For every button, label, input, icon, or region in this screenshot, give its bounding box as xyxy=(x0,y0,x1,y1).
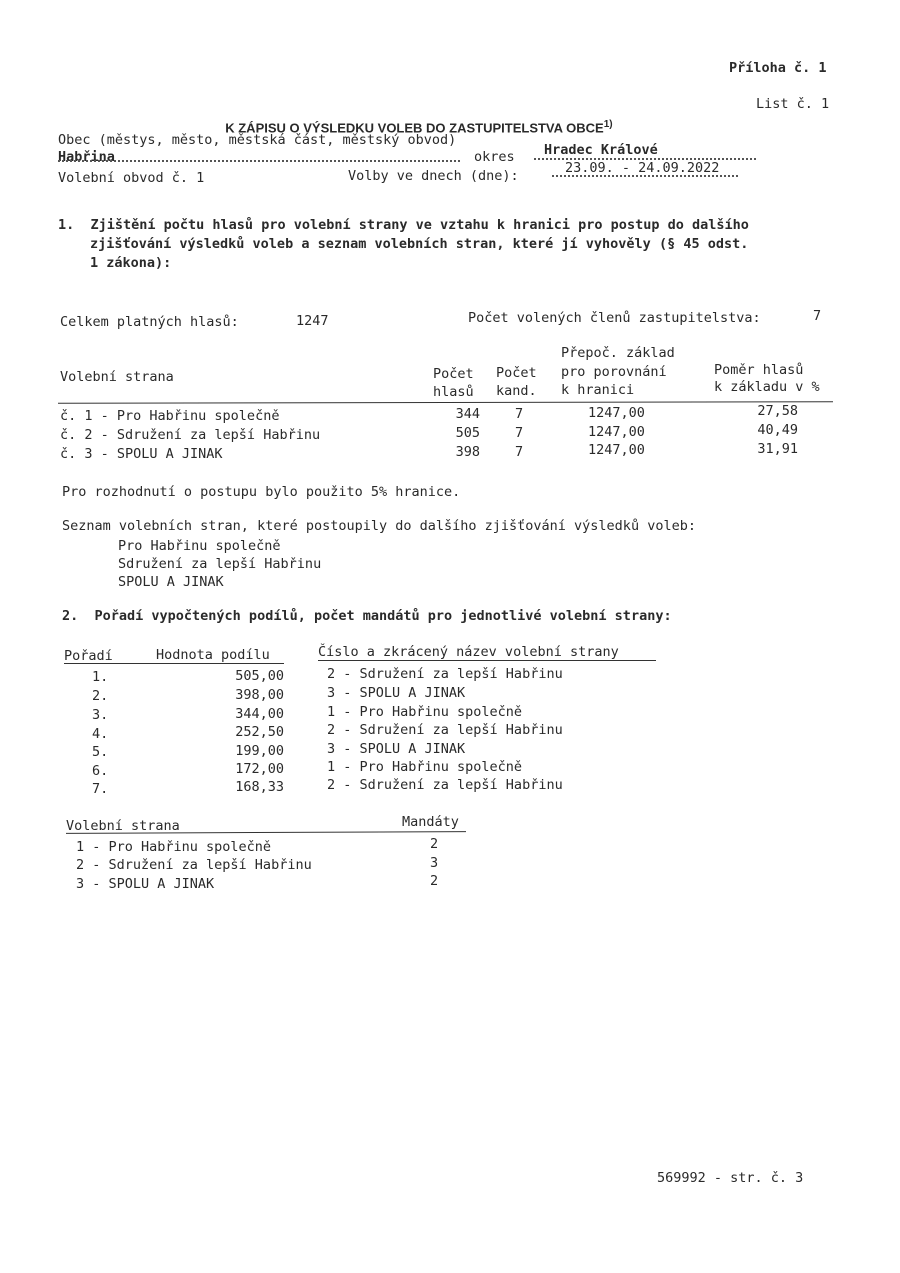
table2-row-party: 2 - Sdružení za lepší Habřinu xyxy=(327,666,563,682)
title-footnote: 1) xyxy=(603,119,613,130)
sheet-number: List č. 1 xyxy=(756,96,830,112)
municipality-dotted-line xyxy=(58,160,460,162)
mandates-row-party: 2 - Sdružení za lepší Habřinu xyxy=(76,857,312,873)
mandates-col-party: Volební strana xyxy=(66,818,180,834)
municipality-name: Habřina xyxy=(58,149,115,165)
district-label: okres xyxy=(474,149,515,165)
table1-row-ratio: 40,49 xyxy=(757,422,798,438)
attachment-label: Příloha č. 1 xyxy=(729,60,827,76)
mandates-row-count: 2 xyxy=(430,836,439,852)
table1-row-ratio: 31,91 xyxy=(757,441,798,457)
section1-heading-line1: 1. Zjištění počtu hlasů pro volební strany ve vztahu k hranici pro postup do dalšího xyxy=(58,217,749,233)
members-label: Počet volených členů zastupitelstva: xyxy=(468,310,761,326)
table2-row-order: 3. xyxy=(92,707,109,723)
table2-row-party: 2 - Sdružení za lepší Habřinu xyxy=(327,722,563,738)
election-dates: 23.09. - 24.09.2022 xyxy=(565,160,720,176)
electoral-district-label: Volební obvod č. 1 xyxy=(58,170,205,186)
table2-col-value: Hodnota podílu xyxy=(156,647,270,663)
table2-row-order: 7. xyxy=(92,781,109,797)
table2-row-party: 3 - SPOLU A JINAK xyxy=(327,685,466,701)
municipality-label: Obec (městys, město, městská část, městský obvod) xyxy=(58,132,457,148)
table2-row-order: 1. xyxy=(92,669,109,685)
advanced-parties-label: Seznam volebních stran, které postoupily do dalšího zjišťování výsledků voleb: xyxy=(62,518,696,534)
section1-heading-line2: zjišťování výsledků voleb a seznam volebních stran, které jí vyhověly (§ 45 odst. xyxy=(90,236,749,252)
members-value: 7 xyxy=(813,308,822,324)
section1-heading-line3: 1 zákona): xyxy=(90,255,172,271)
table1-row-cand: 7 xyxy=(515,444,524,460)
table2-row-value: 344,00 xyxy=(235,706,284,722)
table1-row-party: č. 3 - SPOLU A JINAK xyxy=(60,446,223,462)
table1-row-cand: 7 xyxy=(515,425,524,441)
advanced-party: SPOLU A JINAK xyxy=(118,574,224,590)
advanced-party: Pro Habřinu společně xyxy=(118,538,281,554)
table2-row-value: 199,00 xyxy=(235,743,284,759)
table1-col-party: Volební strana xyxy=(60,369,174,385)
table2-row-party: 1 - Pro Habřinu společně xyxy=(327,704,523,720)
table2-row-value: 398,00 xyxy=(235,687,284,703)
table1-col-cand-2: kand. xyxy=(496,383,537,399)
table2-row-party: 2 - Sdružení za lepší Habřinu xyxy=(327,777,563,793)
valid-votes-label: Celkem platných hlasů: xyxy=(60,314,239,330)
table1-col-base-3: k hranici xyxy=(561,382,635,398)
table1-col-cand-1: Počet xyxy=(496,365,537,381)
table1-col-base-1: Přepoč. základ xyxy=(561,345,675,361)
table2-row-value: 252,50 xyxy=(235,724,284,740)
table1-row-party: č. 2 - Sdružení za lepší Habřinu xyxy=(60,427,321,443)
table1-row-base: 1247,00 xyxy=(588,405,645,421)
table2-row-order: 4. xyxy=(92,726,109,742)
table2-header-rule-left xyxy=(64,663,284,664)
mandates-col-count: Mandáty xyxy=(402,814,459,830)
document-title xyxy=(218,99,613,136)
district-name: Hradec Králové xyxy=(544,142,658,158)
table1-col-votes-2: hlasů xyxy=(433,384,474,400)
table1-col-votes-1: Počet xyxy=(433,366,474,382)
mandates-row-party: 1 - Pro Habřinu společně xyxy=(76,839,272,855)
table2-row-party: 1 - Pro Habřinu společně xyxy=(327,759,523,775)
table2-row-value: 505,00 xyxy=(235,668,284,684)
page-footer: 569992 - str. č. 3 xyxy=(657,1170,804,1186)
table1-row-votes: 505 xyxy=(455,425,480,441)
table2-row-value: 172,00 xyxy=(235,761,284,777)
table1-col-ratio-1: Poměr hlasů xyxy=(714,362,804,378)
mandates-row-party: 3 - SPOLU A JINAK xyxy=(76,876,215,892)
mandates-row-count: 2 xyxy=(430,873,439,889)
table1-header-rule xyxy=(58,401,833,404)
table1-row-ratio: 27,58 xyxy=(757,403,798,419)
table2-row-party: 3 - SPOLU A JINAK xyxy=(327,741,466,757)
dates-dotted-line xyxy=(552,175,738,177)
threshold-text: Pro rozhodnutí o postupu bylo použito 5% hranice. xyxy=(62,484,461,500)
table2-row-order: 6. xyxy=(92,763,109,779)
table2-row-value: 168,33 xyxy=(235,779,284,795)
advanced-party: Sdružení za lepší Habřinu xyxy=(118,556,322,572)
document-title-text: K ZÁPISU O VÝSLEDKU VOLEB DO ZASTUPITELSTVA OBCE xyxy=(225,120,604,136)
table1-row-votes: 344 xyxy=(455,406,480,422)
table1-row-cand: 7 xyxy=(515,406,524,422)
table1-col-ratio-2: k základu v % xyxy=(714,379,820,395)
table1-row-base: 1247,00 xyxy=(588,442,645,458)
section2-heading: 2. Pořadí vypočtených podílů, počet mandátů pro jednotlivé volební strany: xyxy=(62,608,672,624)
table1-row-votes: 398 xyxy=(455,444,480,460)
table2-row-order: 5. xyxy=(92,744,109,760)
table2-header-rule-right xyxy=(318,660,656,661)
table1-row-base: 1247,00 xyxy=(588,424,645,440)
mandates-row-count: 3 xyxy=(430,855,439,871)
table2-row-order: 2. xyxy=(92,688,109,704)
table1-row-party: č. 1 - Pro Habřinu společně xyxy=(60,408,280,424)
election-dates-label: Volby ve dnech (dne): xyxy=(348,168,519,184)
table1-col-base-2: pro porovnání xyxy=(561,364,667,380)
table2-col-order: Pořadí xyxy=(64,648,113,664)
table2-col-party: Číslo a zkrácený název volební strany xyxy=(318,644,619,660)
valid-votes-value: 1247 xyxy=(296,313,329,329)
